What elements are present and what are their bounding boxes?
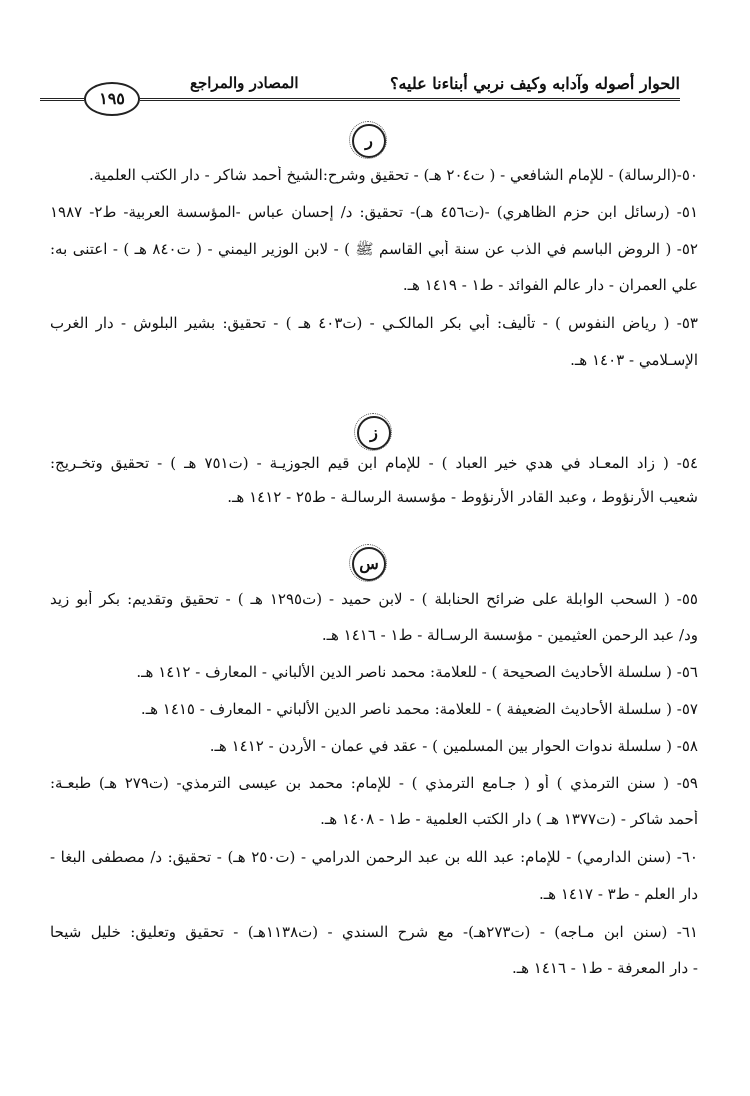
entry-line: ٥٣- ( رياض النفوس ) - تأليف: أبي بكر المالكـي - (ت٤٠٣ هـ ) - تحقيق: بشير البلوش - دار الغرب bbox=[50, 314, 698, 332]
entry-line: ٥٥- ( السحب الوابلة على ضرائح الحنابلة ) - لابن حميد - (ت١٢٩٥ هـ ) - تحقيق وتقديم: بكر أبو زيد bbox=[50, 590, 698, 608]
entry-line: ٥٢- ( الروض الباسم في الذب عن سنة أبي القاسم ﷺ ) - لابن الوزير اليمني - ( ت٨٤٠ هـ ) - اعتنى به: bbox=[50, 240, 698, 258]
section-letter-sin: س bbox=[352, 547, 386, 581]
section-title: المصادر والمراجع bbox=[190, 74, 299, 92]
section-letter-ra: ر bbox=[352, 124, 386, 158]
section-letter-zay: ز bbox=[357, 416, 391, 450]
entry-line: شعيب الأرنؤوط ، وعبد القادر الأرنؤوط - مؤسسة الرسالـة - ط٢٥ - ١٤١٢ هـ. bbox=[227, 488, 698, 506]
header-rule-left bbox=[40, 98, 84, 101]
entry-line: دار العلم - ط٣ - ١٤١٧ هـ. bbox=[538, 885, 698, 903]
page-header bbox=[40, 74, 680, 114]
entry-line: ٦١- (سنن ابن مـاجه) - (ت٢٧٣هـ)- مع شرح السندي - (ت١١٣٨هـ) - تحقيق وتعليق: خليل شيحا bbox=[50, 923, 698, 941]
book-title: الحوار أصوله وآدابه وكيف نربي أبناءنا عليه؟ bbox=[389, 74, 680, 93]
entry-line: ٥٨- ( سلسلة ندوات الحوار بين المسلمين ) - عقد في عمان - الأردن - ١٤١٢ هـ. bbox=[209, 737, 698, 755]
entry-line: ود/ عبد الرحمن العثيمين - مؤسسة الرسـالة - ط١ - ١٤١٦ هـ. bbox=[321, 626, 698, 644]
entry-line: الإسـلامي - ١٤٠٣ هـ. bbox=[570, 351, 698, 369]
entry-line: ٥٦- ( سلسلة الأحاديث الصحيحة ) - للعلامة: محمد ناصر الدين الألباني - المعارف - ١٤١٢ هـ. bbox=[136, 663, 698, 681]
entry-line: علي العمران - دار عالم الفوائد - ط١ - ١٤١٩ هـ. bbox=[402, 276, 698, 294]
entry-line: ٥٧- ( سلسلة الأحاديث الضعيفة ) - للعلامة: محمد ناصر الدين الألباني - المعارف - ١٤١٥ هـ. bbox=[140, 700, 698, 718]
entry-line: - دار المعرفة - ط١ - ١٤١٦ هـ. bbox=[511, 959, 698, 977]
page-number: ١٩٥ bbox=[84, 82, 140, 116]
entry-line: ٥٤- ( زاد المعـاد في هدي خير العباد ) - للإمام ابن قيم الجوزيـة - (ت٧٥١ هـ ) - تحقيق وتخـريج: bbox=[50, 454, 698, 472]
header-rule bbox=[140, 98, 680, 101]
entry-line: أحمد شاكر - (ت١٣٧٧ هـ ) دار الكتب العلمية - ط١ - ١٤٠٨ هـ. bbox=[320, 810, 698, 828]
entry-line: ٥١- (رسائل ابن حزم الظاهري) -(ت٤٥٦ هـ)- تحقيق: د/ إحسان عباس -المؤسسة العربية- ط٢- ١٩٨٧ bbox=[50, 203, 698, 221]
entry-line: ٥٩- ( سنن الترمذي ) أو ( جـامع الترمذي ) - للإمام: محمد بن عيسى الترمذي- (ت٢٧٩ هـ) طبعـة: bbox=[50, 774, 698, 792]
entry-line: ٦٠- (سنن الدارمي) - للإمام: عبد الله بن عبد الرحمن الدرامي - (ت٢٥٠ هـ) - تحقيق: د/ مصطفى البغا - bbox=[50, 848, 698, 866]
entry-line: ٥٠-(الرسالة) - للإمام الشافعي - ( ت٢٠٤ هـ) - تحقيق وشرح:الشيخ أحمد شاكر - دار الكتب العلمية. bbox=[88, 166, 698, 184]
